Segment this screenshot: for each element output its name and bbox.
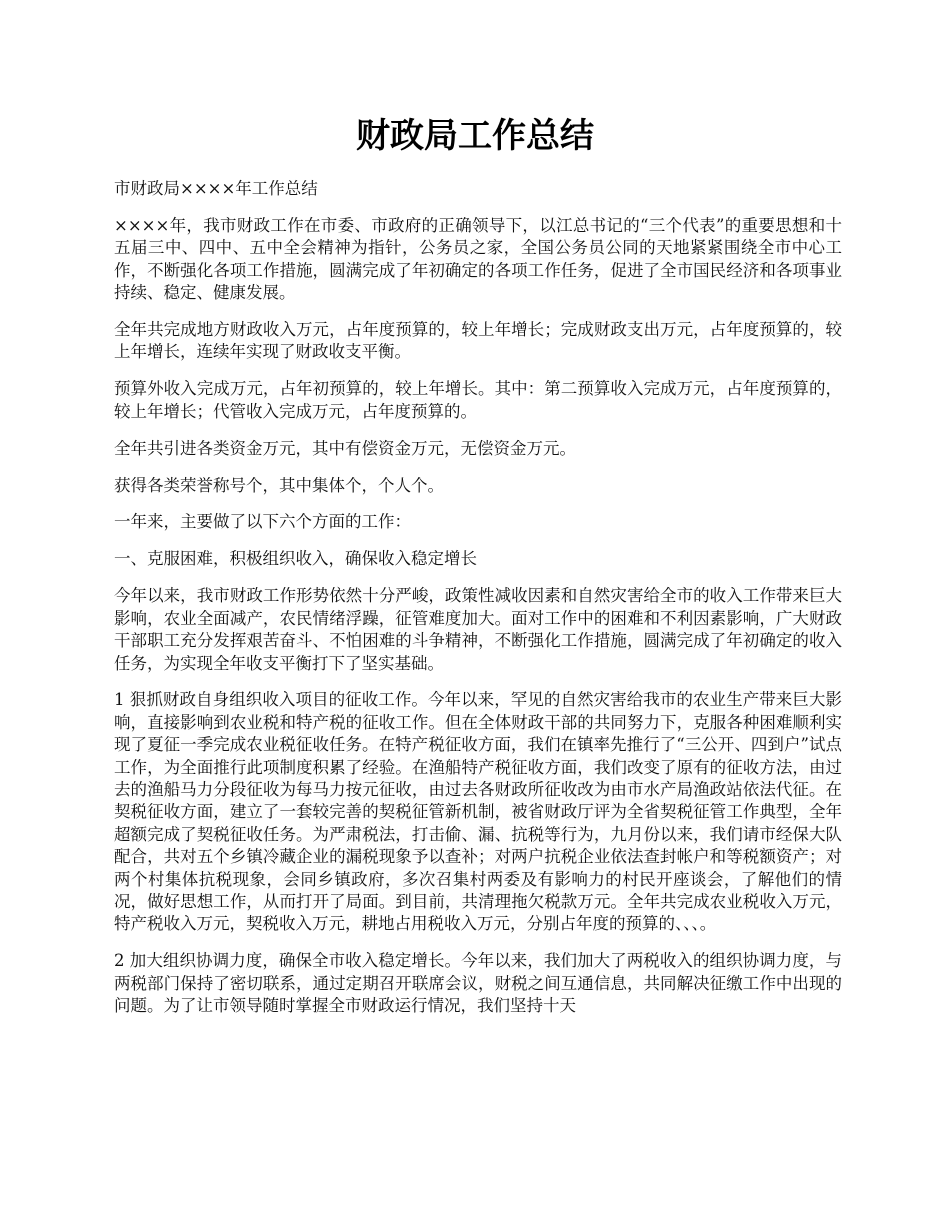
body-paragraph: ××××年，我市财政工作在市委、市政府的正确领导下，以江总书记的“三个代表”的重要思想和十五届三中、四中、五中全会精神为指针，公务员之家，全国公务员公同的天地紧紧围绕全市中心工作，不断强化各项工作措施，圆满完成了年初确定的各项工作任务，促进了全市国民经济和各项事业持续、稳定、健康发展。 (114, 215, 842, 303)
body-paragraph: 全年共完成地方财政收入万元，占年度预算的，较上年增长；完成财政支出万元，占年度预算的，较上年增长，连续年实现了财政收支平衡。 (114, 320, 842, 362)
body-paragraph: 全年共引进各类资金万元，其中有偿资金万元，无偿资金万元。 (114, 438, 576, 458)
body-paragraph: 2 加大组织协调力度，确保全市收入稳定增长。今年以来，我们加大了两税收入的组织协调力度，与两税部门保持了密切联系，通过定期召开联席会议，财税之间互通信息，共同解决征缴工作中出现的问题。为了让市领导随时掌握全市财政运行情况，我们坚持十天 (114, 951, 842, 1016)
section-heading: 一、克服困难，积极组织收入，确保收入稳定增长 (114, 549, 477, 569)
body-paragraph: 一年来，主要做了以下六个方面的工作： (114, 512, 411, 532)
body-paragraph: 今年以来，我市财政工作形势依然十分严峻，政策性减收因素和自然灾害给全市的收入工作带来巨大影响，农业全面减产，农民情绪浮躁，征管难度加大。面对工作中的困难和不利因素影响，广大财政干部职工充分发挥艰苦奋斗、不怕困难的斗争精神，不断强化工作措施，圆满完成了年初确定的收入任务，为实现全年收支平衡打下了坚实基础。 (114, 586, 842, 673)
subtitle-paragraph: 市财政局××××年工作总结 (114, 179, 318, 198)
document-title: 财政局工作总结 (356, 116, 594, 156)
body-paragraph: 1 狠抓财政自身组织收入项目的征收工作。今年以来，罕见的自然灾害给我市的农业生产带来巨大影响，直接影响到农业税和特产税的征收工作。但在全体财政干部的共同努力下，克服各种困难顺利实现了夏征一季完成农业税征收任务。在特产税征收方面，我们在镇率先推行了“三公开、四到户”试点工作，为全面推行此项制度积累了经验。在渔船特产税征收方面，我们改变了原有的征收方法，由过去的渔船马力分段征收为每马力按元征收，由过去各财政所征收改为由市水产局渔政站依法代征。在契税征收方面，建立了一套较完善的契税征管新机制，被省财政厅评为全省契税征管工作典型，全年超额完成了契税征收任务。为严肃税法，打击偷、漏、抗税等行为，九月份以来，我们请市经保大队配合，共对五个乡镇冷藏企业的漏税现象予以查补；对两户抗税企业依法查封帐户和等税额资产；对两个村集体抗税现象，会同乡镇政府，多次召集村两委及有影响力的村民开座谈会，了解他们的情况，做好思想工作，从而打开了局面。到目前，共清理拖欠税款万元。全年共完成农业税收入万元，特产税收入万元，契税收入万元，耕地占用税收入万元，分别占年度的预算的、、、。 (114, 690, 842, 934)
body-paragraph: 预算外收入完成万元，占年初预算的，较上年增长。其中：第二预算收入完成万元，占年度预算的，较上年增长；代管收入完成万元，占年度预算的。 (114, 379, 842, 421)
body-paragraph: 获得各类荣誉称号个，其中集体个，个人个。 (114, 475, 444, 495)
document-body (114, 178, 842, 1032)
